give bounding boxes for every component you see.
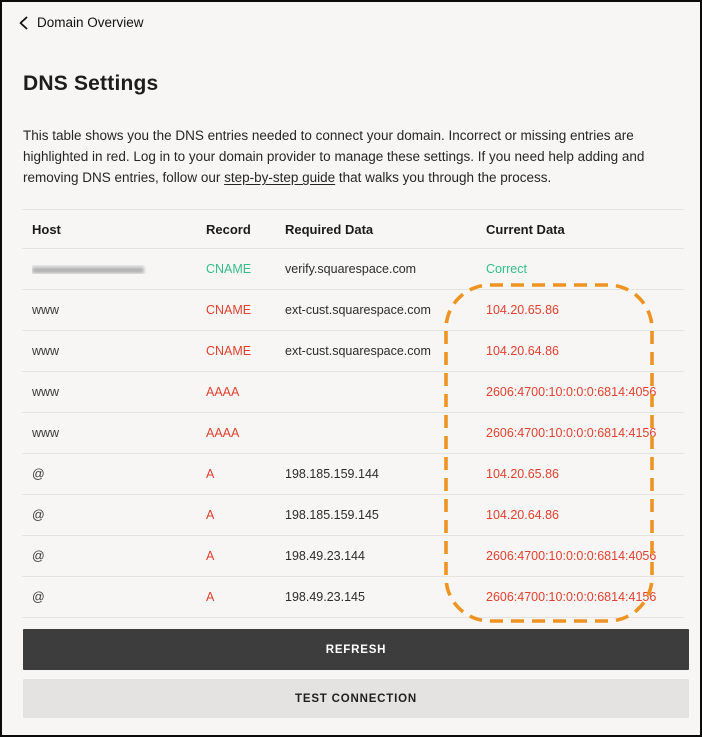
current-cell: 2606:4700:10:0:0:0:6814:4156 [486, 426, 657, 440]
current-cell: 104.20.64.86 [486, 344, 559, 358]
current-cell: Correct [486, 262, 527, 276]
test-connection-button[interactable]: TEST CONNECTION [23, 679, 689, 718]
column-header-required: Required Data [285, 221, 374, 237]
host-cell: www [32, 303, 60, 317]
required-cell: ext-cust.squarespace.com [285, 344, 431, 358]
table-row [22, 413, 684, 454]
required-cell: 198.49.23.144 [285, 549, 365, 563]
record-cell: AAAA [206, 385, 240, 399]
host-cell: www [32, 344, 60, 358]
description-text [23, 125, 683, 188]
table-header-row [22, 210, 684, 249]
column-header-record: Record [206, 221, 251, 237]
description-after-link: that walks you through the process. [335, 170, 552, 185]
back-link-domain-overview[interactable] [18, 15, 144, 30]
host-cell: @ [32, 590, 45, 604]
record-cell: A [206, 549, 215, 563]
chevron-left-icon [18, 16, 29, 30]
record-cell: A [206, 467, 215, 481]
host-cell [32, 265, 206, 274]
table-row [22, 290, 684, 331]
current-cell: 104.20.64.86 [486, 508, 559, 522]
step-by-step-guide-link[interactable]: step-by-step guide [224, 170, 336, 185]
host-cell: @ [32, 467, 45, 481]
record-cell: CNAME [206, 344, 252, 358]
current-cell: 104.20.65.86 [486, 303, 559, 317]
record-cell: A [206, 508, 215, 522]
host-cell: @ [32, 508, 45, 522]
host-cell: @ [32, 549, 45, 563]
column-header-host: Host [32, 221, 61, 237]
description-before-link: This table shows you the DNS entries needed to connect your domain. Incorrect or missing entries are highlighted in red. Log in to your domain provider to manage these settings. If you need help adding and removing DNS entries, follow our [23, 128, 645, 185]
table-row [22, 577, 684, 618]
host-cell: www [32, 385, 60, 399]
required-cell: 198.49.23.145 [285, 590, 365, 604]
back-link-label: Domain Overview [37, 15, 144, 30]
host-cell: www [32, 426, 60, 440]
required-cell: ext-cust.squarespace.com [285, 303, 431, 317]
required-cell: verify.squarespace.com [285, 262, 417, 276]
current-cell: 2606:4700:10:0:0:0:6814:4056 [486, 549, 657, 563]
table-row [22, 495, 684, 536]
dns-records-table [22, 209, 684, 618]
table-row [22, 249, 684, 290]
required-cell: 198.185.159.145 [285, 508, 379, 522]
record-cell: CNAME [206, 303, 252, 317]
current-cell: 104.20.65.86 [486, 467, 559, 481]
column-header-current: Current Data [486, 221, 565, 237]
redacted-host-value [32, 265, 144, 274]
record-cell: CNAME [206, 262, 252, 276]
refresh-button[interactable]: REFRESH [23, 629, 689, 670]
current-cell: 2606:4700:10:0:0:0:6814:4056 [486, 385, 657, 399]
table-row [22, 372, 684, 413]
current-cell: 2606:4700:10:0:0:0:6814:4156 [486, 590, 657, 604]
record-cell: A [206, 590, 215, 604]
table-row [22, 454, 684, 495]
required-cell: 198.185.159.144 [285, 467, 379, 481]
table-body [22, 249, 684, 618]
table-row [22, 331, 684, 372]
record-cell: AAAA [206, 426, 240, 440]
page-title: DNS Settings [23, 72, 159, 95]
table-row [22, 536, 684, 577]
